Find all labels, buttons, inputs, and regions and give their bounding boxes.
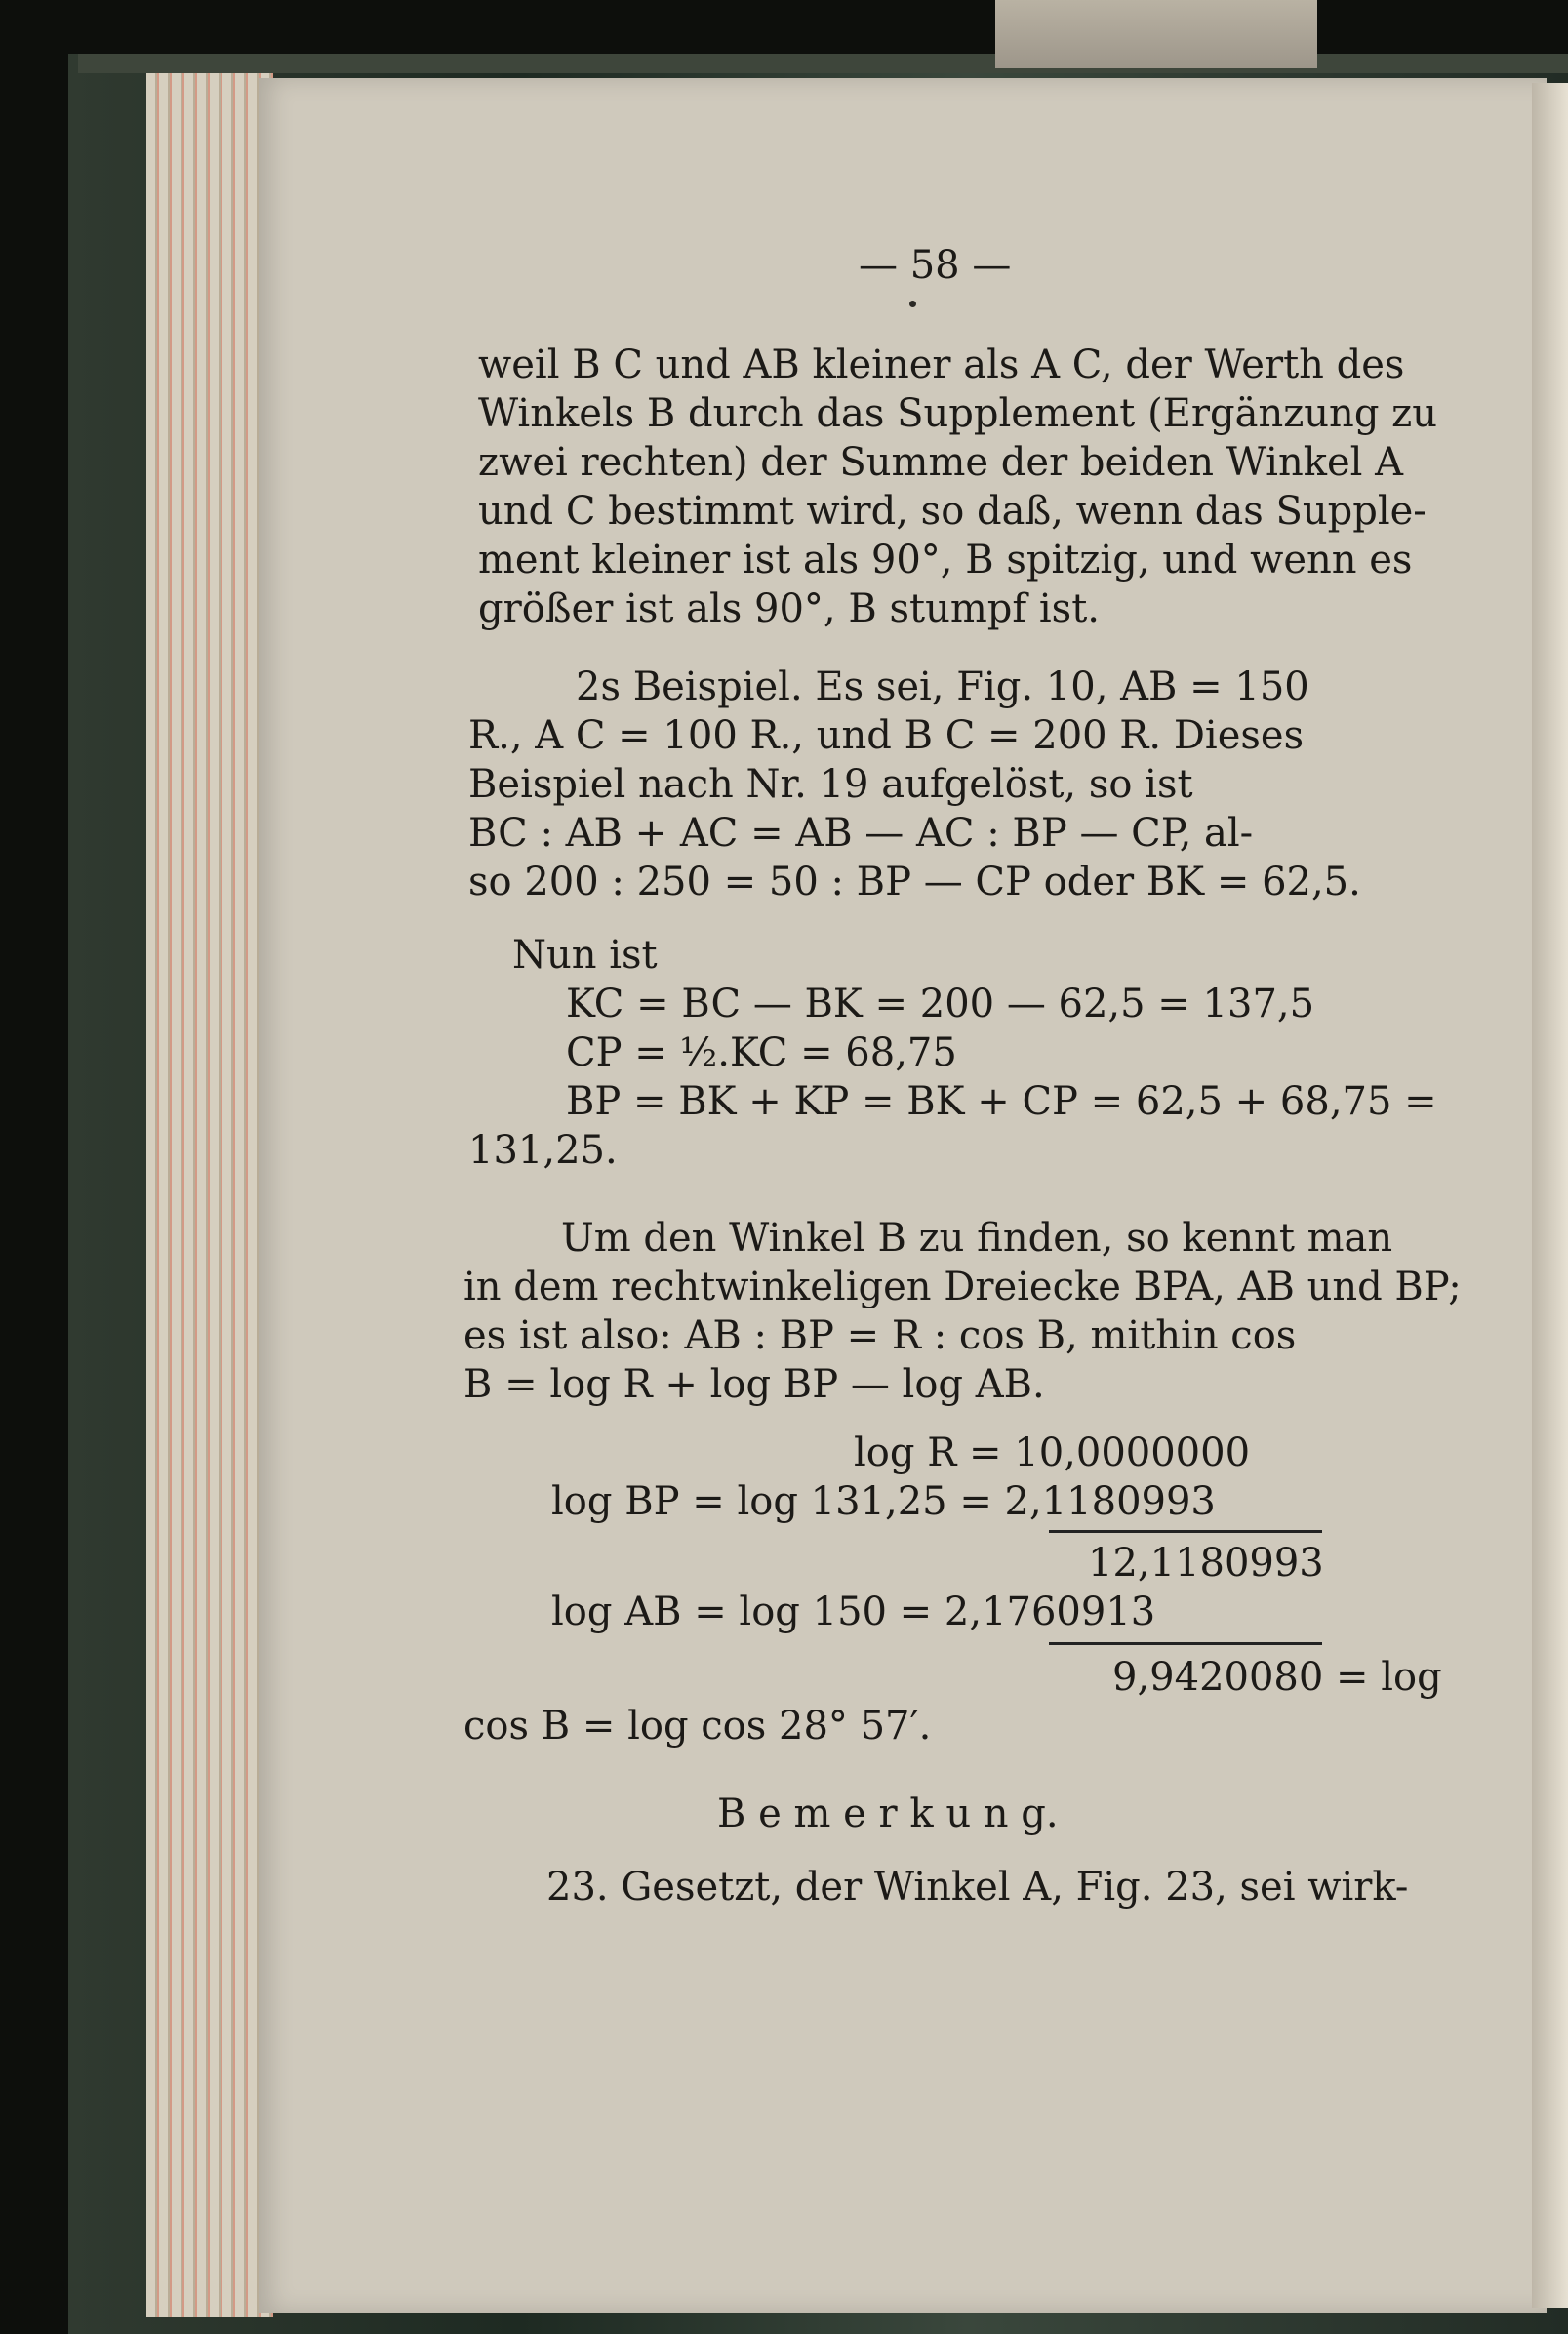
text-line: B = log R + log BP — log AB. xyxy=(463,1362,1045,1407)
facing-page-edge xyxy=(1532,83,1568,2308)
calc-line: 12,1180993 xyxy=(1088,1541,1324,1586)
page-edges xyxy=(146,73,273,2317)
calc-line: log AB = log 150 = 2,1760913 xyxy=(551,1590,1156,1634)
text-line: und C bestimmt wird, so daß, wenn das Supple- xyxy=(478,489,1427,534)
remark-title: B e m e r k u n g. xyxy=(717,1791,1059,1836)
text-line: ment kleiner ist als 90°, B spitzig, und wenn es xyxy=(478,538,1413,583)
text-line: BC : AB + AC = AB — AC : BP — CP, al- xyxy=(468,811,1254,856)
text-line: Beispiel nach Nr. 19 aufgelöst, so ist xyxy=(468,762,1193,807)
calc-line: 9,9420080 = log xyxy=(1112,1655,1442,1700)
text-line: 2s Beispiel. Es sei, Fig. 10, AB = 150 xyxy=(576,664,1309,709)
page-number: — 58 — xyxy=(859,243,1012,288)
text-line: CP = ½.KC = 68,75 xyxy=(566,1030,957,1075)
ink-dot xyxy=(909,301,916,307)
calc-line: log BP = log 131,25 = 2,1180993 xyxy=(551,1479,1216,1524)
bookmark-ribbon xyxy=(995,0,1317,68)
difference-rule xyxy=(1049,1642,1322,1645)
text-line: 23. Gesetzt, der Winkel A, Fig. 23, sei wirk- xyxy=(546,1865,1409,1910)
text-line: KC = BC — BK = 200 — 62,5 = 137,5 xyxy=(566,982,1315,1026)
text-line: Nun ist xyxy=(512,933,658,978)
text-line: Um den Winkel B zu finden, so kennt man xyxy=(561,1216,1393,1261)
calc-line: log R = 10,0000000 xyxy=(854,1430,1251,1475)
text-line: BP = BK + KP = BK + CP = 62,5 + 68,75 = xyxy=(566,1079,1437,1124)
cover-top-edge xyxy=(78,54,1568,73)
text-line: in dem rechtwinkeligen Dreiecke BPA, AB und BP; xyxy=(463,1265,1462,1309)
text-line: es ist also: AB : BP = R : cos B, mithin cos xyxy=(463,1313,1297,1358)
text-line: größer ist als 90°, B stumpf ist. xyxy=(478,586,1100,631)
calc-line: cos B = log cos 28° 57′. xyxy=(463,1704,932,1749)
text-line: weil B C und AB kleiner als A C, der Werth des xyxy=(478,342,1405,387)
text-line: zwei rechten) der Summe der beiden Winkel A xyxy=(478,440,1404,485)
text-line: Winkels B durch das Supplement (Ergänzung zu xyxy=(478,391,1437,436)
sum-rule xyxy=(1049,1530,1322,1533)
text-line: R., A C = 100 R., und B C = 200 R. Dieses xyxy=(468,713,1305,758)
text-line: so 200 : 250 = 50 : BP — CP oder BK = 62,5. xyxy=(468,860,1361,905)
text-line: 131,25. xyxy=(468,1128,618,1173)
